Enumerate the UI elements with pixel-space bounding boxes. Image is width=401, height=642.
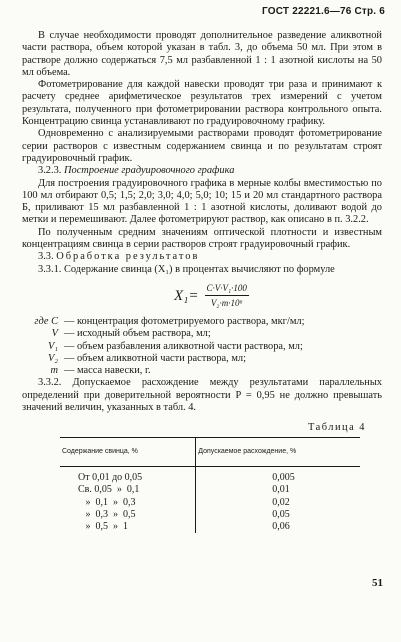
table-row (60, 484, 360, 496)
document-body (22, 30, 382, 533)
definition-prefix: где (34, 315, 52, 327)
formula-definitions (22, 316, 382, 377)
cell-range: Св. 0,05 » 0,1 (60, 484, 196, 496)
definition-symbol: V₁ (48, 340, 58, 352)
cell-range: » 0,1 » 0,3 (60, 497, 196, 509)
section-3-2-3-number: 3.2.3. (38, 165, 62, 177)
column-header-tolerance: Допускаемое расхождение, % (196, 437, 360, 466)
definition-text: — объем аликвотной части раствора, мл; (64, 352, 247, 364)
formula (174, 282, 249, 310)
definition-text: — исходный объем раствора, мл; (64, 328, 211, 340)
paragraph-tolerance: 3.3.2. Допускаемое расхождение между результатами параллельных определений при доверительной вероятности P = 0,95 не должно превышать значений величин, указанных в табл. 4. (22, 377, 382, 414)
table-row (60, 521, 360, 533)
formula-denominator: V₂·m·10⁶ (210, 298, 243, 309)
page-number: 51 (372, 577, 383, 589)
column-header-lead-content: Содержание свинца, % (60, 437, 196, 466)
cell-range: » 0,3 » 0,5 (60, 509, 196, 521)
definition-symbol: V (51, 328, 58, 340)
section-3-3-number: 3.3. (38, 251, 54, 263)
tolerance-table (60, 437, 360, 534)
definition-symbol-text: C (51, 315, 58, 327)
paragraph-formula-intro: 3.3.1. Содержание свинца (X₁) в процентах вычисляют по формуле (38, 263, 335, 275)
section-3-3-title: Обработка результатов (56, 251, 200, 263)
definition-item (22, 328, 382, 340)
section-3-3-heading (22, 251, 382, 263)
definition-symbol: V₂ (48, 352, 58, 364)
page-header: ГОСТ 22221.6—76 Стр. 6 (262, 6, 385, 17)
section-3-2-3-title: Построение градуировочного графика (64, 165, 235, 177)
cell-tolerance: 0,005 (272, 471, 295, 483)
formula-block (22, 278, 382, 314)
cell-tolerance: 0,02 (272, 496, 290, 508)
paragraph-graph: По полученным средним значениям оптической плотности и известным концентрациям свинца в серии растворов строят градуировочный график. (22, 226, 382, 251)
definition-symbol: m (50, 365, 58, 377)
definition-item (22, 353, 382, 365)
table-header-row (60, 437, 360, 466)
definition-text: — масса навески, г. (64, 365, 151, 377)
definition-text: — объем разбавления аликвотной части раствора, мл; (64, 340, 303, 352)
section-3-2-3-heading (22, 165, 382, 177)
table-caption: Таблица 4 (308, 422, 366, 434)
cell-range: От 0,01 до 0,05 (60, 466, 196, 484)
definition-item (22, 341, 382, 353)
table-row (60, 497, 360, 509)
paragraph-calibration: Для построения градуировочного графика в мерные колбы вместимостью по 100 мл отбирают 0,5; 1,5; 2,0; 3,0; 4,0; 5,0; 10; 15 и 20 мл стандартного раствора Б, приливают 15 мл разбавленной 1 : 1 азотной кислоты, доливают водой до метки и перемешивают. Далее фотометрируют раствор, как описано в п. 3.2.2. (22, 177, 382, 226)
cell-range: » 0,5 » 1 (60, 521, 196, 533)
cell-tolerance: 0,01 (272, 484, 290, 496)
definition-item (22, 365, 382, 377)
paragraph-photometry: Фотометрирование для каждой навески проводят три раза и принимают к расчету среднее арифметическое результатов трех измерений с учетом результата, полученного при фотометрировании раствора контрольного опыта. Концентрацию свинца устанавливают по градуировочному графику. (22, 79, 382, 128)
definition-text: — концентрация фотометрируемого раствора, мкг/мл; (64, 315, 305, 327)
table-row (60, 509, 360, 521)
formula-numerator: C·V·V₁·100 (205, 282, 249, 296)
paragraph-series: Одновременно с анализируемыми растворами проводят фотометрирование серии растворов с известным содержанием свинца и по результатам строят градуировочный график. (22, 128, 382, 164)
definition-item (22, 316, 382, 328)
formula-fraction (205, 282, 249, 310)
table-row (60, 466, 360, 484)
formula-lhs: X₁= (174, 287, 199, 304)
paragraph-dilution: В случае необходимости проводят дополнительное разведение аликвотной части раствора, объем которой указан в табл. 3, до объема 50 мл. При этом в растворе должно содержаться 7,5 мл разбавленной 1 : 1 азотной кислоты на 50 мл объема. (22, 30, 382, 78)
cell-tolerance: 0,06 (272, 521, 290, 533)
cell-tolerance: 0,05 (272, 508, 290, 520)
definition-symbol (22, 316, 58, 328)
